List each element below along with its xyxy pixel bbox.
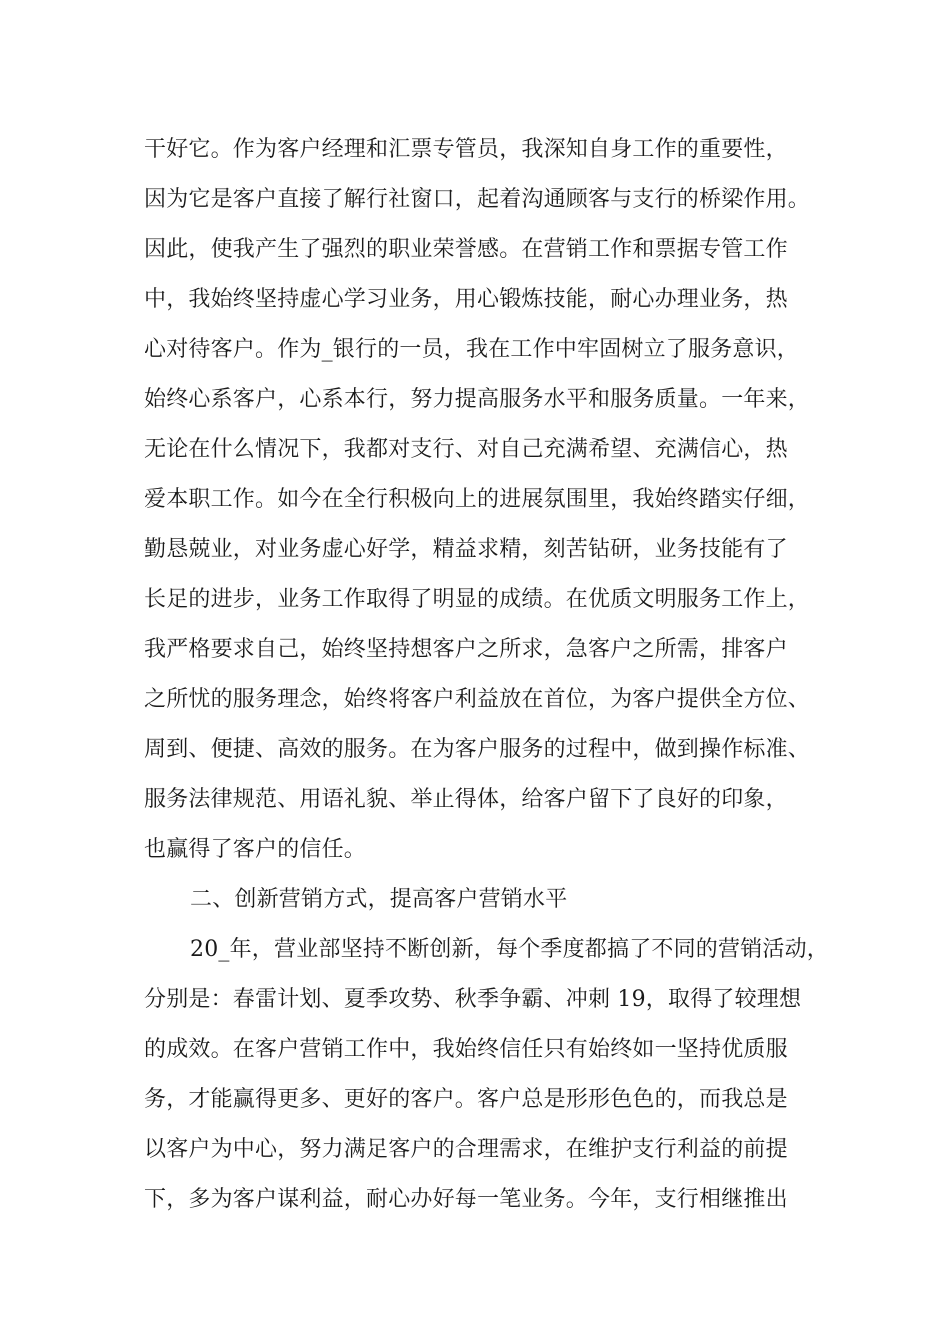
text-line: 心对待客户。作为_银行的一员，我在工作中牢固树立了服务意识， [144, 337, 800, 362]
text-line: 因为它是客户直接了解行社窗口，起着沟通顾客与支行的桥梁作用。 [144, 187, 811, 212]
text-line: 的成效。在客户营销工作中，我始终信任只有始终如一坚持优质服 [144, 1037, 788, 1062]
body-text [144, 128, 844, 1228]
section-heading: 二、创新营销方式，提高客户营销水平 [190, 887, 568, 912]
text-line: 周到、便捷、高效的服务。在为客户服务的过程中，做到操作标准、 [144, 737, 811, 762]
text-line: 无论在什么情况下，我都对支行、对自己充满希望、充满信心，热 [144, 437, 788, 462]
text-line: 服务法律规范、用语礼貌、举止得体，给客户留下了良好的印象， [144, 787, 788, 812]
text-line: 爱本职工作。如今在全行积极向上的进展氛围里，我始终踏实仔细， [144, 487, 811, 512]
text-line: 务，才能赢得更多、更好的客户。客户总是形形色色的，而我总是 [144, 1087, 788, 1112]
text-line: 我严格要求自己，始终坚持想客户之所求，急客户之所需，排客户 [144, 637, 788, 662]
text-line: 干好它。作为客户经理和汇票专管员，我深知自身工作的重要性， [144, 137, 788, 162]
text-line: 始终心系客户，心系本行，努力提高服务水平和服务质量。一年来， [144, 387, 811, 412]
text-line: 因此，使我产生了强烈的职业荣誉感。在营销工作和票据专管工作 [144, 237, 788, 262]
text-line: 下，多为客户谋利益，耐心办好每一笔业务。今年，支行相继推出 [144, 1187, 788, 1212]
text-line: 分别是：春雷计划、夏季攻势、秋季争霸、冲刺 19，取得了较理想 [144, 987, 802, 1012]
text-line: 长足的进步，业务工作取得了明显的成绩。在优质文明服务工作上， [144, 587, 811, 612]
text-line: 以客户为中心，努力满足客户的合理需求，在维护支行利益的前提 [144, 1137, 788, 1162]
text-line: 中，我始终坚持虚心学习业务，用心锻炼技能，耐心办理业务，热 [144, 287, 788, 312]
text-line: 之所忧的服务理念，始终将客户利益放在首位，为客户提供全方位、 [144, 687, 811, 712]
text-line: 20_年，营业部坚持不断创新，每个季度都搞了不同的营销活动， [190, 937, 829, 962]
text-line: 也赢得了客户的信任。 [144, 837, 367, 862]
text-line: 勤恳兢业，对业务虚心好学，精益求精，刻苦钻研，业务技能有了 [144, 537, 788, 562]
